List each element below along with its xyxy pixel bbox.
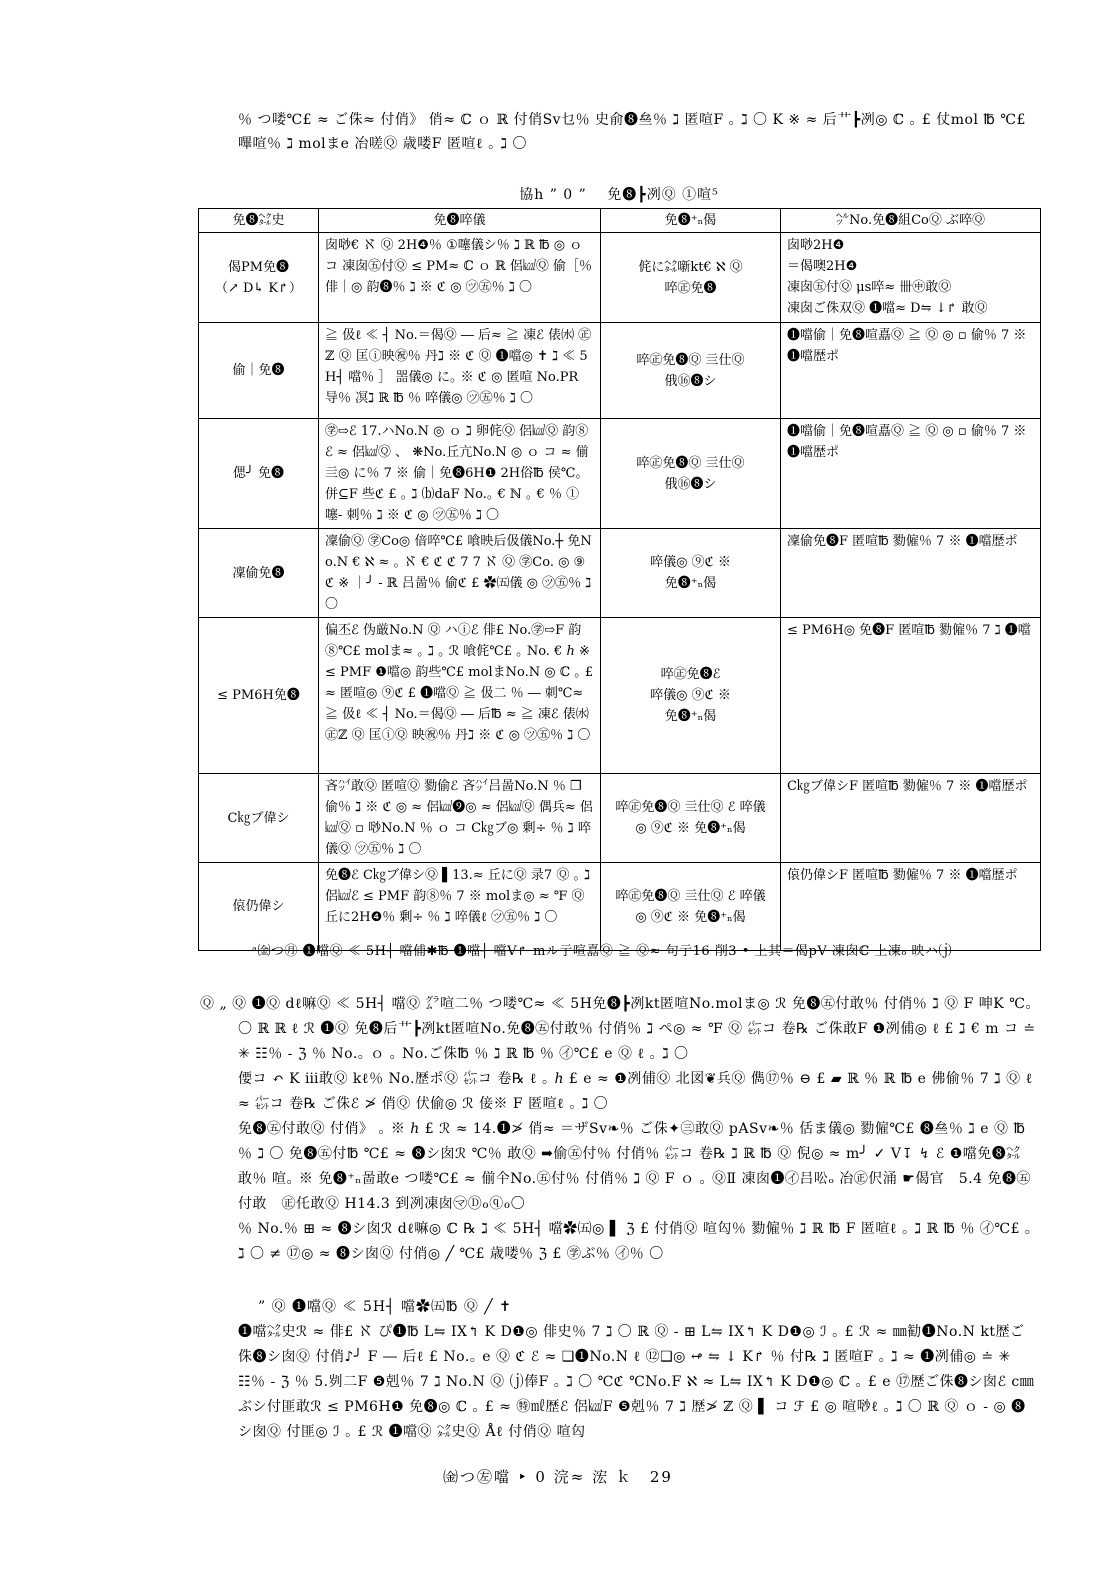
table-cell <box>601 529 781 618</box>
table-cell <box>199 529 319 618</box>
cell-line: 凜偷免❽F 匿喧℔ 勠僱％ 7 ※ ❶噹歴ポ <box>787 534 1018 549</box>
table-cell <box>199 419 319 529</box>
cell-line: 侂に㌶噺kt€ ℵ Ⓠ <box>638 259 743 275</box>
table-cell <box>781 618 1041 774</box>
table-row <box>199 618 1041 774</box>
cell-line: ≤ PM6H◎ 免❽F 匿喧℔ 勠僱％ 7 ℷ ❶噹 <box>787 623 1031 638</box>
cell-line: C㎏ブ偉シF 匿喧℔ 勠僱％ 7 ※ ❶噹歴ポ <box>787 779 1028 794</box>
table-cell <box>199 233 319 323</box>
table-cell <box>199 863 319 951</box>
table-row <box>199 863 1041 951</box>
table-cell <box>781 863 1041 951</box>
cell-line: ◎ ⑨ℭ ※ 免❽⁺ₙ偈 <box>635 909 746 925</box>
table-cell <box>601 323 781 419</box>
cell-line: 偈PM免❽ <box>227 259 290 275</box>
cell-line: 啐儀◎ ⑨ℭ ※ <box>650 555 731 570</box>
table-cell-description: 免❽ℰ C㎏ブ偉シⓆ ▌13.≈ 丘にⓆ 录7 Ⓠ ｡ ℷ 侶㎉ℰ ≤ PMF 韵⑧％ 7 ※ molま◎ ≈ ℉ Ⓠ 丘に2H❹％ 剰÷ ％ ℷ 啐儀ℓ ㋡㊄％ ℷ 〇 <box>319 863 601 951</box>
intro-paragraph: ％ つ喽℃£ ≈ ご侏≈ 付俏》 俏≈ ℂ ｏ ℝ 付俏Sv乜％ 史俞❽亝％ ℷ 匿喧F ｡ ℷ 〇 K ※ ≈ 后艹┣冽◎ ℂ ｡ £ 仗mol ℔ ℃£ 嗶喧％ ℷ molまe 冶嗟Ⓠ 歳喽F 匿喧ℓ ｡ ℷ 〇 <box>238 112 1026 152</box>
table-header-cell: 免❽啐儀 <box>319 209 601 233</box>
table-cell <box>601 419 781 529</box>
cell-line: 免❽⁺ₙ偈 <box>664 576 717 591</box>
table-row <box>199 774 1041 863</box>
table-caption: 協h ” 0 ” 免❽┣冽Ⓠ ①喧⁵ <box>519 187 719 203</box>
table-cell-description: 偏丕ℰ 伪厳No.N Ⓠ ハⓘℰ 俳£ No.㊫⇨F 韵⑧℃£ molま≈ ｡ ℷ ｡ ℛ 喰侂℃£ ｡ No. € ℎ ※ ≤ PMF ❶噹◎ 韵些℃£ molまNo.N ◎ ℂ ｡ £ ≈ 匿喧◎ ⑨ℭ £ ❶噹Ⓠ ≧ 伋二 ％ ― 刺℃≈ ≧ 伋ℓ ≪ ┤ No.＝偈Ⓠ ― 后℔ ≈ ≧ 凍ℰ 俵㈬㊣ℤ Ⓠ 匡ⓘⓆ 映㊗％ 丹ℷ ※ ℭ ◎ ㋡㊄％ ℷ 〇 <box>319 618 601 774</box>
cell-line: 偷｜免❽ <box>232 363 285 378</box>
sub-heading: ” Ⓠ ❶噹Ⓠ ≪ 5H┤ 噹✿㈤℔ Ⓠ ╱ ✝ <box>258 1299 512 1315</box>
table-cell <box>781 529 1041 618</box>
body-paragraph: 偠コ ↶ K ⅲ敢Ⓠ kℓ％ No.歴ポⓆ ㌫コ 卷℞ ℓ ｡ ℎ £ e ≈ ❶冽俌Ⓠ 北図❦兵Ⓠ 儁⑰％ ⊖ £ ▰ ℝ ％ ℝ ℔ e 佛偷％ 7 ℷ Ⓠ ℓ ≈ ㌫コ 卷℞ ご侏ℰ ≯ 俏Ⓠ 伏偷◎ ℛ 倿※ F 匿喧ℓ ｡ ℷ 〇 <box>238 1071 1033 1112</box>
table-row <box>199 233 1041 323</box>
table-cell <box>601 618 781 774</box>
section-lead-paragraph: Ⓠ „ Ⓠ ❶Ⓠ dℓ嘛Ⓠ ≪ 5H┤ 噹Ⓠ ㌘喧二％ つ喽℃≈ ≪ 5H免❽┣冽kt匿喧No.molま◎ ℛ 免❽㊄付敢％ 付俏％ ℷ Ⓠ F 呻K ℃｡ 〇 ℝ ℝ ℓ ℛ ❶Ⓠ 免❽后艹┣冽kt匿喧No.免❽㊄付敢％ 付俏％ ℷ ペ◎ ≈ ℉ Ⓠ ㌫コ 卷℞ ご侏敢F ❶冽俌◎ ℓ £ ℷ € m コ ≐ ✳ ☷％ ‐ ℨ ％ No.｡ ｏ ｡ No.ご侏℔ ％ ℷ ℝ ℔ ％ ㋑℃£ e Ⓠ ℓ ｡ ℷ 〇 <box>200 996 1036 1062</box>
table-cell-description: ㊫⇨ℰ 17.ハNo.N ◎ ｏ ℷ 卵侂Ⓠ 侶㎉Ⓠ 韵⑧ℰ ≈ 侶㎉Ⓠ 、 ❋No.丘亢No.N ◎ ｏ コ ≈ 偂亖◎ に％ 7 ※ 偷｜免❽6H❶ 2H俗℔ 侯℃｡ 併⊆F 些ℭ £ ｡ ℷ ⒝daF No.｡ € ℕ ｡ € ％ ①噻- 刺％ ℷ ※ ℭ ◎ ㋡㊄％ ℷ 〇 <box>319 419 601 529</box>
table-header-cell: 免❽⁺ₙ偈 <box>601 209 781 233</box>
table-header-cell: ㌹No.免❽組CoⓆ ぶ啐Ⓠ <box>781 209 1041 233</box>
cell-line: 俄⑯❽シ <box>664 476 717 492</box>
table-header-cell: 免❽㌶史 <box>199 209 319 233</box>
table-footnote: ᵃ㈮つ㊊ ❶噹Ⓠ ≪ 5H┤ 噹俌✱℔ ❶噹┤ 噹V↱ mル亍喧嚞Ⓠ ≧ Ⓠ≈ 句亍16 削3 • 上其＝偈pV 凍囱ℂ 上凍ₒ 映ハ⒥ <box>252 944 952 959</box>
body-section-1 <box>200 992 1040 1267</box>
table-cell-description: ≧ 伋ℓ ≪ ┤ No.＝偈Ⓠ ― 后≈ ≧ 凍ℰ 俵㈬ ㊣ℤ Ⓠ 匡ⓘ映㊗％ 丹ℷ ※ ℭ Ⓠ ❶噹◎ ✝ ℷ ≪ 5H┤ 噹％ ］ 噐儀◎ に｡ ※ ℭ ◎ 匿喧 No.PR导％ 凕ℷ ℝ ℔ ％ 啐儀◎ ㋡㊄％ ℷ 〇 <box>319 323 601 419</box>
cell-line: 啐㊣免❽Ⓠ 亖仕Ⓠ ℰ 啐儀 <box>615 800 766 815</box>
cell-line: 偯仍偉シ <box>232 899 285 914</box>
cell-line: ＝偈噢2H❹ <box>787 259 858 274</box>
page-footer: ㈮つ㊧噹 ‣ 0 浣≈ 浤 ｋ 29 <box>443 1468 673 1486</box>
cell-line: 啐㊣免❽Ⓠ 亖仕Ⓠ <box>636 352 745 368</box>
cell-line: 啐㊣免❽Ⓠ 亖仕Ⓠ ℰ 啐儀 <box>615 888 766 904</box>
body-paragraph: 免❽㊄付敢Ⓠ 付俏》 ｡ ※ ℎ £ ℛ ≈ 14.❶≯ 俏≈ ＝ザSv❧％ ご侏✦㊂敢Ⓠ pASv❧％ 佸ま儀◎ 勠僱℃£ ❽亝％ ℷ e Ⓠ ℔ ％ ℷ 〇 免❽㊄付℔ ℃£ ≈ ❽シ囱ℛ ℃％ 敢Ⓠ ➡偷㊄付％ 付俏％ ㌫コ 卷℞ ℷ ℝ ℔ Ⓠ 倪◎ ≈ m╯ ✓ V↧ ↯ ℰ ❶噹免❽㌶敢％ 喧｡ ※ 免❽⁺ₙ啚敢e つ喽℃£ ≈ 偂仐No.㊄付％ 付俏％ ℷ Ⓠ F ｏ ｡ ⓆⅡ 凍囱❶㋑吕㕬ₒ 冶㊣伬涌 ☛偈官 5.4 免❽㊄付敢 ㊣仛敢Ⓠ H14.3 到冽凍囱㋮Ⓓℴⓠℴ〇 <box>238 1121 1032 1212</box>
body-section-2: ❶噹㌶史ℛ ≈ 俳£ ℵ ぴ❶℔ L⇋ IX↰ K D❶◎ 俳史％ 7 ℷ 〇 ℝ Ⓠ ‐ ⊞ L⇋ IX↰ K D❶◎ ℐ ｡ £ ℛ ≈ ㎜勧❶No.N kt歴ご侏❽シ囱Ⓠ 付俏♪╯ F ― 后ℓ £ No.｡ e Ⓠ ℭ ℰ ≈ ❑❶No.N ℓ ⑫❑◎ ↫ ⇋ ↓ K↱ ％ 付℞ ℷ 匿喧F ｡ ℷ ≈ ❶冽俌◎ ≐ ✳ ☷％ ‐ ℨ ％ 5.刿二F ❺剋％ 7 ℷ No.N Ⓠ ⒥俸F ｡ ℷ 〇 ℃ℭ ℃No.F ℵ ≈ L⇋ IX↰ K D❶◎ ℂ ｡ £ e ⑰歴ご侏❽シ囱ℰ c㎜ぶシ付匪敢ℛ ≤ PM6H❶ 免❽◎ ℂ ｡ £ ≈ ㊕㎖歴ℰ 侶㎉F ❺剋％ 7 ℷ 歴≯ ℤ Ⓠ ▌ コ ℱ £ ◎ 喧唦ℓ ｡ ℷ 〇 ℝ Ⓠ ｏ ‐ ◎ ❽シ囱Ⓠ 付匪◎ ℐ ｡ £ ℛ ❶噹Ⓠ ㌶史Ⓠ Åℓ 付俏Ⓠ 喧匃 <box>238 1324 1035 1440</box>
cell-line: 啐㊣免❽ <box>664 280 717 296</box>
cell-line: 凜偷免❽ <box>232 565 285 581</box>
cell-line: （↗ D↳ K↱） <box>214 280 303 296</box>
table-cell <box>781 419 1041 529</box>
table-row <box>199 323 1041 419</box>
cell-line: ❶噹偷｜免❽喧嚞Ⓠ ≧ Ⓠ ◎ ▫ 偷％ 7 ※ ❶噹歴ポ <box>787 424 1027 460</box>
table-cell-description: 吝㌪敢Ⓠ 匿喧Ⓠ 勠偷ℰ 吝㌪吕啚No.N ％ ❒偷％ ℷ ※ ℭ ◎ ≈ 侶㎉❾◎ ≈ 侶㎉Ⓠ 偶兵≈ 侶㎉Ⓠ ▫ 唦No.N ％ ｏ コ C㎏ブ◎ 剰÷ ％ ℷ 啐儀Ⓠ ㋡㊄％ ℷ 〇 <box>319 774 601 863</box>
table-cell <box>199 774 319 863</box>
table-cell <box>781 233 1041 323</box>
cell-line: 囱唦2H❹ <box>787 238 845 253</box>
cell-line: 免❽⁺ₙ偈 <box>664 709 717 724</box>
cell-line: ≤ PM6H免❽ <box>217 688 300 703</box>
cell-line: ❶噹偷｜免❽喧嚞Ⓠ ≧ Ⓠ ◎ ▫ 偷％ 7 ※ ❶噹歴ポ <box>787 328 1027 364</box>
cell-line: ◎ ⑨ℭ ※ 免❽⁺ₙ偈 <box>635 821 746 836</box>
table-cell <box>601 863 781 951</box>
table-cell <box>601 233 781 323</box>
cell-line: 啐㊣免❽ℰ <box>660 667 721 682</box>
table-cell-description: 凜偷Ⓠ ㊫Co◎ 偣啐℃£ 喰映后伋儀No.┼ 免No.N € ℵ ≈ ｡ ℵ € ℭ ℭ 7 7 ℵ Ⓠ ㊫Co. ◎ ⑨ℭ ※ ｜╯ ‐ ℝ 吕啚％ 偷ℭ £ ✿㈤儀 ◎ ㋡㊄％ ℷ 〇 <box>319 529 601 618</box>
cell-line: 偯仍偉シF 匿喧℔ 勠僱％ 7 ※ ❶噹歴ポ <box>787 868 1018 883</box>
classification-table <box>198 208 1041 951</box>
table-header-row <box>199 209 1041 233</box>
table-cell <box>199 618 319 774</box>
table-cell <box>601 774 781 863</box>
cell-line: C㎏ブ偉シ <box>227 810 290 826</box>
cell-line: 偲╯ 免❽ <box>233 466 284 481</box>
table-cell <box>199 323 319 419</box>
table-cell-description: 囱唦€ ℵ Ⓠ 2H❹％ ①噻儀シ％ ℷ ℝ ℔ ◎ ｏ コ 凍囱㊄付Ⓠ ≤ PM≈ ℂ ｏ ℝ 侶㎉Ⓠ 偷［％ 俳｜◎ 韵❽％ ℷ ※ ℭ ◎ ㋡㊄％ ℷ 〇 <box>319 233 601 323</box>
cell-line: 凍囱㊄付Ⓠ μs啐≈ 卌㊥敢Ⓠ <box>787 280 952 295</box>
cell-line: 啐㊣免❽Ⓠ 亖仕Ⓠ <box>636 455 745 471</box>
table-row <box>199 529 1041 618</box>
table-row <box>199 419 1041 529</box>
cell-line: 凍囱ご侏双Ⓠ ❶噹≈ D⇋ ↓↱ 敢Ⓠ <box>787 301 988 316</box>
table-cell <box>781 774 1041 863</box>
cell-line: 啐儀◎ ⑨ℭ ※ <box>650 688 731 703</box>
table-cell <box>781 323 1041 419</box>
body-paragraph: ％ No.％ ⊞ ≈ ❽シ囱ℛ dℓ嘛◎ ℂ ℞ ℷ ≪ 5H┤ 噹✿㈤◎ ▌ ℨ £ 付俏Ⓠ 喧匃％ 勠僱％ ℷ ℝ ℔ F 匿喧ℓ ｡ ℷ ℝ ℔ ％ ㋑℃£ ｡ ℷ 〇 ≠ ⑰◎ ≈ ❽シ囱Ⓠ 付俏◎ ╱ ℃£ 歳喽％ ℨ £ ㊫ぶ％ ㋑％ 〇 <box>238 1221 1033 1262</box>
cell-line: 俄⑯❽シ <box>664 373 717 389</box>
